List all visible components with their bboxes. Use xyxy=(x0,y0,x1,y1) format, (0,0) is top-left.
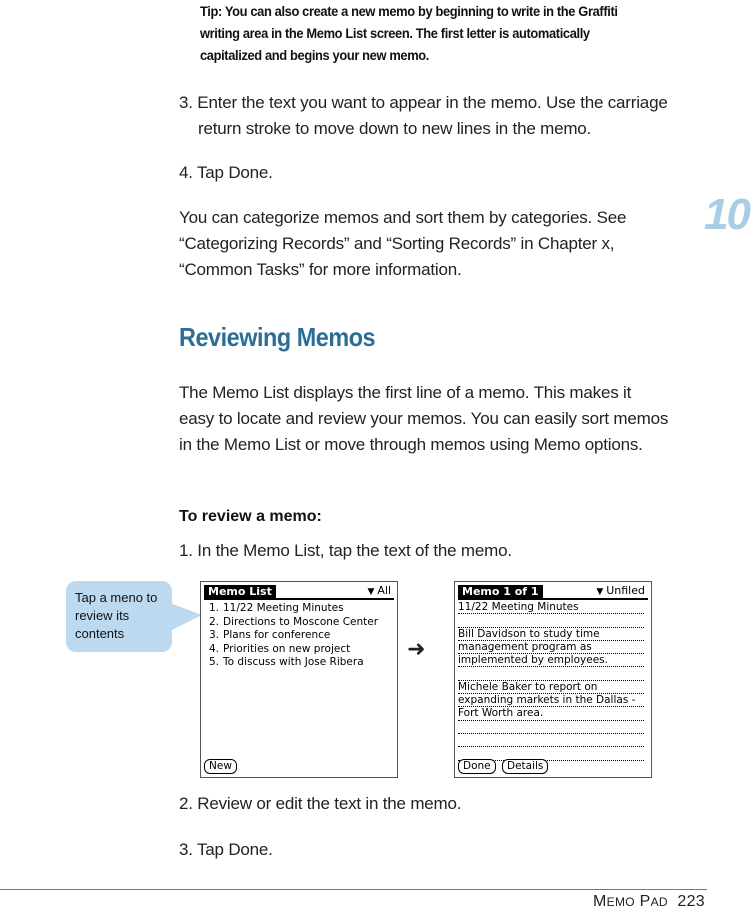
triangle-down-icon: ▼ xyxy=(596,587,604,597)
review-step-2: 2. Review or edit the text in the memo. xyxy=(179,794,462,813)
memo-list-item[interactable]: 1. 11/22 Meeting Minutes xyxy=(209,602,344,614)
memo-view-screen xyxy=(454,581,652,778)
triangle-down-icon: ▼ xyxy=(367,587,375,597)
review-step-3: 3. Tap Done. xyxy=(179,840,273,859)
memo-line xyxy=(458,734,644,747)
chapter-number: 10 xyxy=(704,190,749,239)
create-step-4: 4. Tap Done. xyxy=(179,163,273,182)
procedure-subhead: To review a memo: xyxy=(179,508,322,525)
memo-list-item[interactable]: 4. Priorities on new project xyxy=(209,642,351,655)
memo-line: management program as xyxy=(458,641,644,654)
title-underline xyxy=(204,598,394,600)
memo-line: implemented by employees. xyxy=(458,654,644,667)
memo-list xyxy=(209,602,378,670)
memo-line xyxy=(458,614,644,627)
tip-text: You can also create a new memo by beginning to write in the Graffiti writing area in the Memo List screen. The first letter is automatically capitalized and begins your new memo. xyxy=(200,3,618,63)
memo-text-area[interactable] xyxy=(458,601,644,761)
section-heading: Reviewing Memos xyxy=(179,322,376,352)
callout-box xyxy=(66,581,172,652)
tip-label: Tip xyxy=(200,3,218,19)
memo-line xyxy=(458,721,644,734)
tip-block: Tip: You can also create a new memo by beginning to write in the Graffiti writing area in the Memo List screen. The first letter is automatically capitalized and begins your new memo. xyxy=(200,3,618,63)
review-step-1: 1. In the Memo List, tap the text of the memo. xyxy=(179,541,512,560)
section-intro: The Memo List displays the first line of a memo. This makes it easy to locate and review your memos. You can easily sort memos in the Memo List or move through memos using Memo options. xyxy=(179,383,669,454)
memo-view-title: Memo 1 of 1 xyxy=(458,585,543,599)
done-button[interactable]: Done xyxy=(458,759,496,774)
page-footer: MEMO PAD 223 xyxy=(593,893,705,910)
category-picker[interactable] xyxy=(367,584,391,599)
page-number: 223 xyxy=(677,893,705,910)
memo-list-title: Memo List xyxy=(204,585,276,599)
memo-line: Michele Baker to report on xyxy=(458,681,644,694)
category-picker[interactable] xyxy=(596,584,645,599)
details-button[interactable]: Details xyxy=(502,759,548,774)
memo-line: expanding markets in the Dallas - xyxy=(458,694,644,707)
memo-list-screen xyxy=(200,581,398,778)
memo-line: Fort Worth area. xyxy=(458,707,644,720)
memo-list-item[interactable]: 2. Directions to Moscone Center xyxy=(209,615,379,628)
callout-pointer xyxy=(170,597,204,637)
memo-line: 11/22 Meeting Minutes xyxy=(458,601,644,614)
category-label: Unfiled xyxy=(606,584,645,597)
callout-text: Tap a meno to review its contents xyxy=(75,590,158,641)
create-step-3: 3. Enter the text you want to appear in the memo. Use the carriage return stroke to move down to new lines in the memo. xyxy=(179,93,668,138)
memo-line: Bill Davidson to study time xyxy=(458,628,644,641)
new-memo-button[interactable]: New xyxy=(204,759,237,774)
memo-list-item[interactable]: 5. To discuss with Jose Ribera xyxy=(209,656,364,668)
categorize-paragraph: You can categorize memos and sort them by categories. See “Categorizing Records” and “Sorting Records” in Chapter x, “Common Tasks” for more information. xyxy=(179,208,627,279)
arrow-right-icon: ➜ xyxy=(407,636,426,661)
footer-rule xyxy=(0,889,707,890)
category-label: All xyxy=(377,584,391,597)
memo-line xyxy=(458,667,644,680)
memo-list-item[interactable]: 3. Plans for conference xyxy=(209,629,331,641)
